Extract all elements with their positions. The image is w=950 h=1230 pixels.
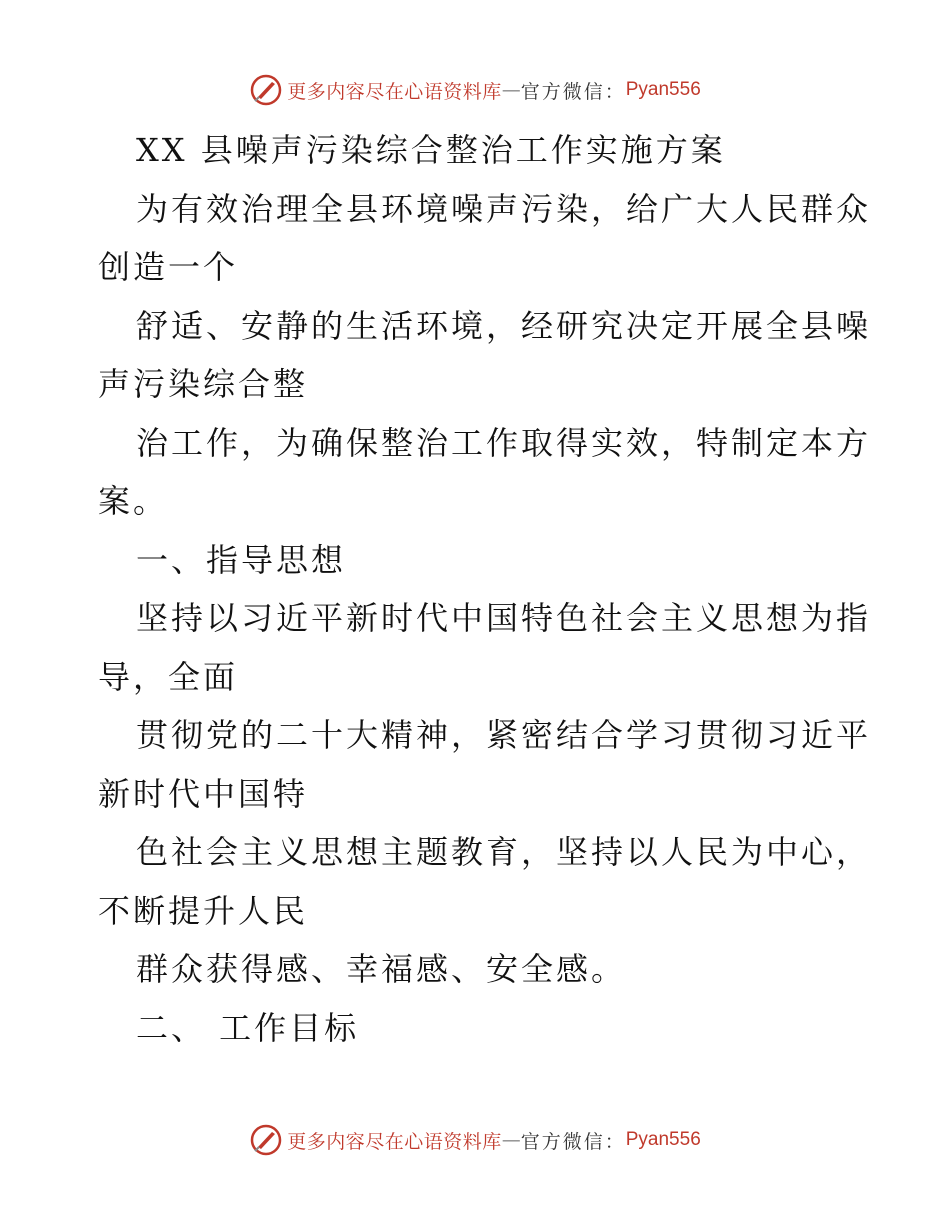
banner-site-name: 更多内容尽在心语资料库 <box>287 1130 502 1153</box>
paragraph-line: 案。 <box>98 482 169 520</box>
paragraph-line: 色社会主义思想主题教育，坚持以人民为中心， <box>136 833 872 871</box>
paragraph-line: 为有效治理全县环境噪声污染，给广大人民群众 <box>136 189 872 228</box>
paragraph-line: 群众获得感、幸福感、安全感。 <box>136 950 627 988</box>
paragraph-line: 贯彻党的二十大精神，紧密结合学习贯彻习近平 <box>136 716 872 754</box>
paragraph-line: 治工作，为确保整治工作取得实效，特制定本方 <box>136 423 872 462</box>
banner-site-name: 更多内容尽在心语资料库 <box>287 80 502 103</box>
paragraph-line: 坚持以习近平新时代中国特色社会主义思想为指 <box>136 599 872 637</box>
section-heading: 二、 工作目标 <box>136 1008 360 1047</box>
paragraph-line: 创造一个 <box>98 248 239 286</box>
banner-dash: — <box>501 1129 521 1151</box>
document-body <box>98 121 872 1057</box>
paragraph-line: 舒适、安静的生活环境，经研究决定开展全县噪 <box>136 306 872 345</box>
header-banner <box>0 70 950 110</box>
banner-wechat-label: 官方微信： <box>520 1130 626 1153</box>
paragraph-line: 不断提升人民 <box>98 891 309 930</box>
document-title: XX 县噪声污染综合整治工作实施方案 <box>136 131 726 169</box>
banner-wechat-id: Pyan556 <box>625 79 701 100</box>
banner-dash: — <box>501 79 521 101</box>
paragraph-line: 新时代中国特 <box>98 774 309 813</box>
section-heading: 一、指导思想 <box>136 540 347 579</box>
quill-logo-icon <box>249 1123 283 1157</box>
paragraph-line: 声污染综合整 <box>98 365 309 403</box>
quill-logo-icon <box>249 73 283 107</box>
footer-banner <box>0 1120 950 1160</box>
banner-wechat-id: Pyan556 <box>625 1129 701 1150</box>
paragraph-line: 导，全面 <box>98 657 239 696</box>
banner-wechat-label: 官方微信： <box>520 80 626 103</box>
